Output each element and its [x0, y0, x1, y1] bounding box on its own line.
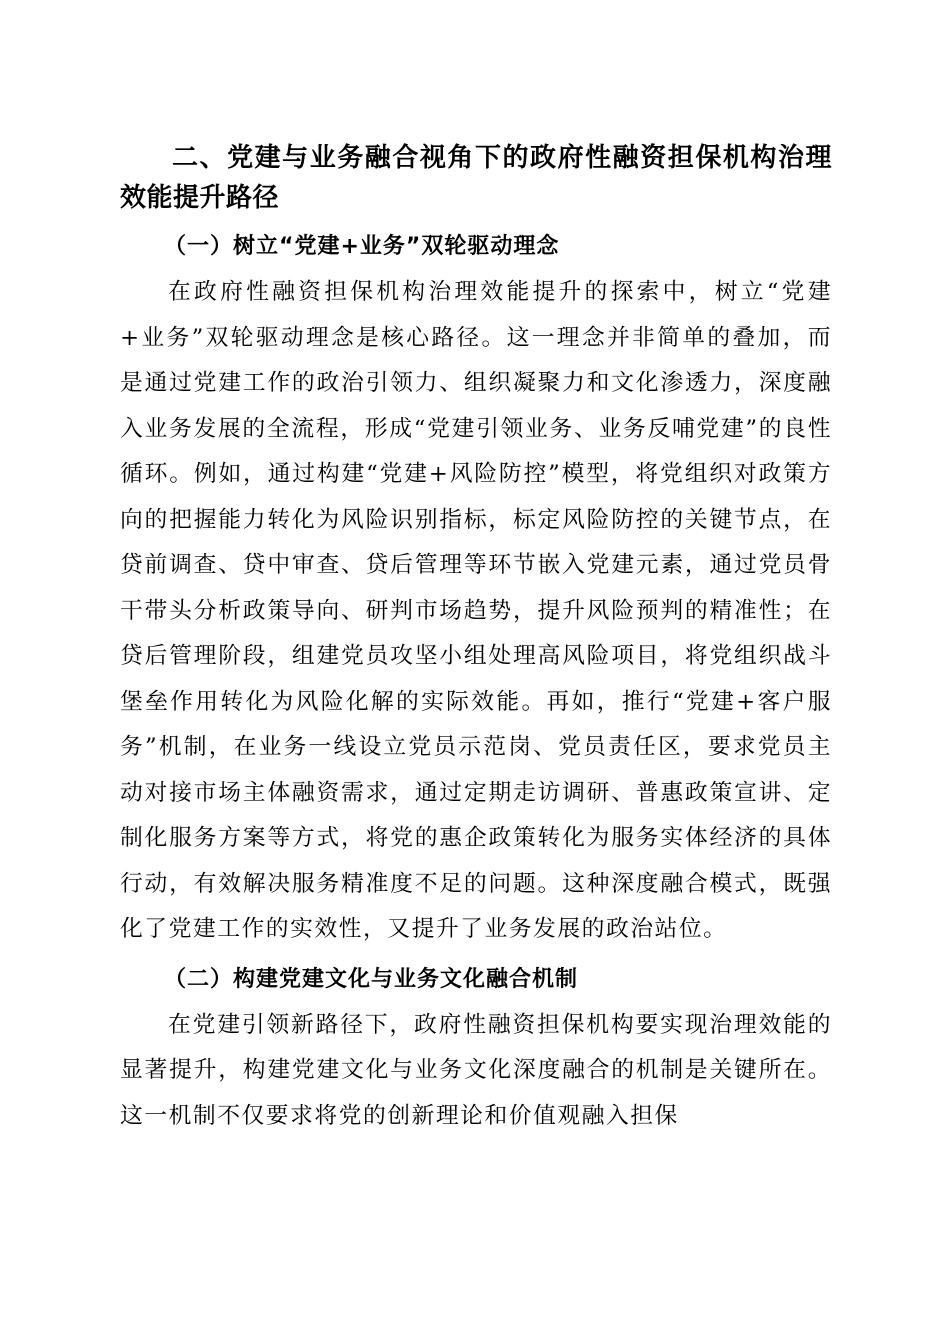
- section-title: 二、党建与业务融合视角下的政府性融资担保机构治理效能提升路径: [120, 143, 832, 213]
- subsection-2-title: （二）构建党建文化与业务文化融合机制: [164, 966, 579, 992]
- subsection-2-paragraph: 在党建引领新路径下，政府性融资担保机构要实现治理效能的显著提升，构建党建文化与业务文化深度融合的机制是关键所在。这一机制不仅要求将党的创新理论和价值观融入担保: [120, 1011, 832, 1129]
- subsection-1-paragraph: 在政府性融资担保机构治理效能提升的探索中，树立“党建+业务”双轮驱动理念是核心路径。这一理念并非简单的叠加，而是通过党建工作的政治引领力、组织凝聚力和文化渗透力，深度融入业务发展的全流程，形成“党建引领业务、业务反哺党建”的良性循环。例如，通过构建“党建+风险防控”模型，将党组织对政策方向的把握能力转化为风险识别指标，标定风险防控的关键节点，在贷前调查、贷中审查、贷后管理等环节嵌入党建元素，通过党员骨干带头分析政策导向、研判市场趋势，提升风险预判的精准性；在贷后管理阶段，组建党员攻坚小组处理高风险项目，将党组织战斗堡垒作用转化为风险化解的实际效能。再如，推行“党建+客户服务”机制，在业务一线设立党员示范岗、党员责任区，要求党员主动对接市场主体融资需求，通过定期走访调研、普惠政策宣讲、定制化服务方案等方式，将党的惠企政策转化为服务实体经济的具体行动，有效解决服务精准度不足的问题。这种深度融合模式，既强化了党建工作的实效性，又提升了业务发展的政治站位。: [120, 279, 832, 942]
- subsection-1-title: （一）树立“党建+业务”双轮驱动理念: [164, 234, 560, 259]
- document-page: [120, 138, 832, 1139]
